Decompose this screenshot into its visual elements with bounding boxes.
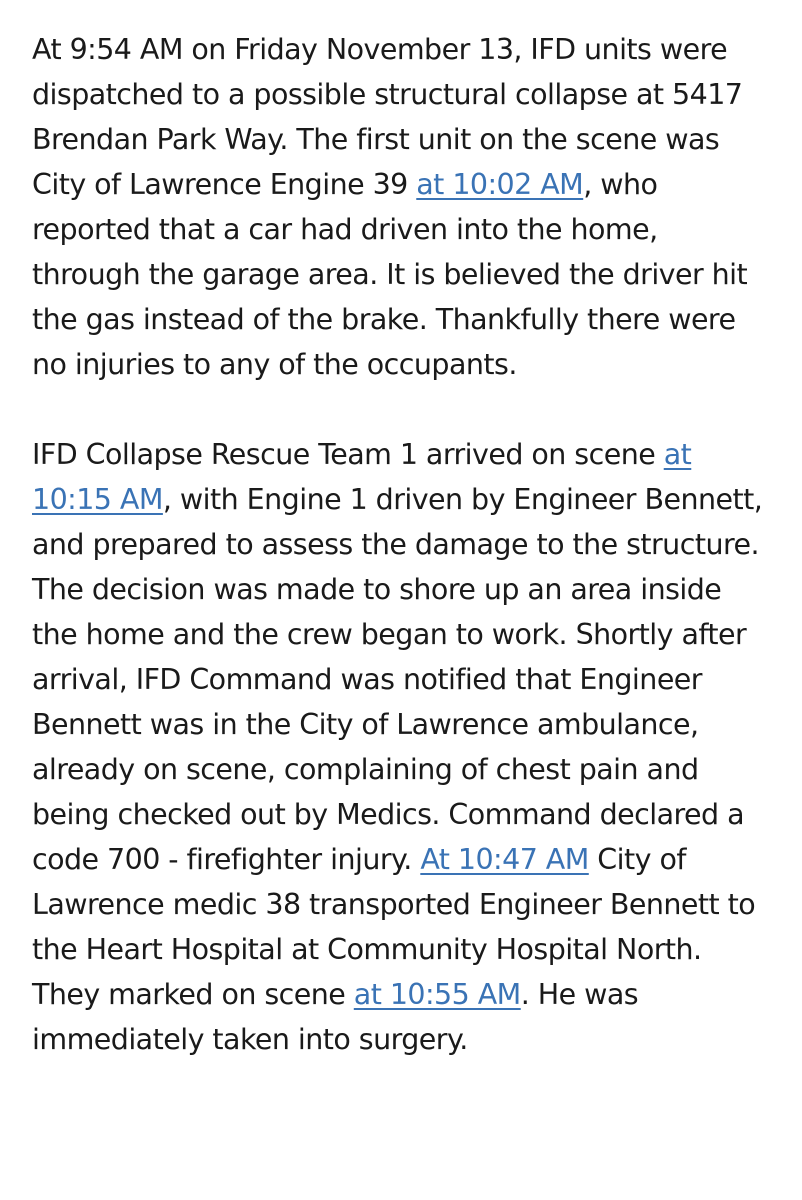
paragraph-dispatch — [32, 27, 772, 387]
time-link-1002[interactable]: at 10:02 AM — [416, 168, 584, 201]
paragraph-text: , with Engine 1 driven by Engineer Bennett, and prepared to assess the damage to the structure. The decision was made to shore up an area inside the home and the crew began to work. Shortly after arrival, IFD Command was notified that Engineer Bennett was in the City of Lawrence ambulance, already on scene, complaining of chest pain and being checked out by Medics. Command declared a code 700 - firefighter injury. — [32, 483, 763, 876]
time-link-1047[interactable]: At 10:47 AM — [420, 843, 589, 876]
time-link-1015[interactable]: at 10:15 AM — [32, 438, 692, 516]
time-link-1055[interactable]: at 10:55 AM — [353, 978, 521, 1011]
paragraph-rescue — [32, 432, 772, 1062]
paragraph-text: , who reported that a car had driven into the home, through the garage area. It is believed the driver hit the gas instead of the brake. Thankfully there were no injuries to any of the occupants. — [32, 168, 748, 381]
paragraph-text: City of Lawrence medic 38 transported Engineer Bennett to the Heart Hospital at Community Hospital North. They marked on scene — [32, 843, 756, 1011]
paragraph-text: At 9:54 AM on Friday November 13, IFD units were dispatched to a possible structural collapse at 5417 Brendan Park Way. The first unit on the scene was City of Lawrence Engine 39 — [32, 33, 743, 201]
paragraph-text: IFD Collapse Rescue Team 1 arrived on scene — [32, 438, 664, 471]
paragraph-text: . He was immediately taken into surgery. — [32, 978, 639, 1056]
